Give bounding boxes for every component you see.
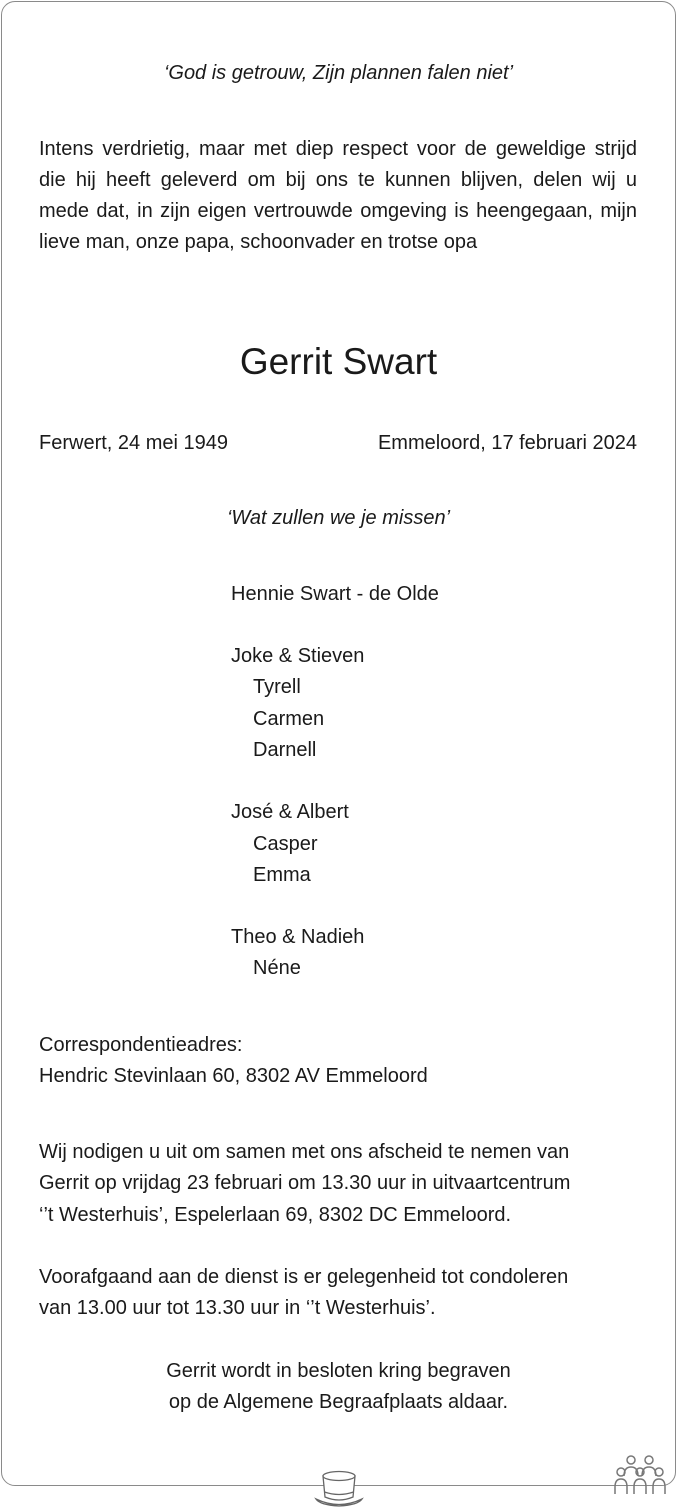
condolence-line: Voorafgaand aan de dienst is er gelegenheid tot condoleren [39, 1266, 569, 1288]
correspondence-address: Hendric Stevinlaan 60, 8302 AV Emmeloord [39, 1065, 428, 1087]
family-child: Néne [253, 957, 301, 979]
condolence-line: van 13.00 uur tot 13.30 uur in ‘’t Westerhuis’. [39, 1297, 436, 1319]
family-child: Tyrell [253, 676, 301, 698]
family-child: Darnell [253, 739, 317, 761]
correspondence-label: Correspondentieadres: [39, 1034, 243, 1056]
death-place-date: Emmeloord, 17 februari 2024 [377, 432, 637, 454]
people-icon [614, 1454, 666, 1496]
burial-line: Gerrit wordt in besloten kring begraven [166, 1360, 511, 1382]
opening-quote: ‘God is getrouw, Zijn plannen falen niet’ [163, 62, 514, 84]
hat-icon [312, 1466, 366, 1508]
intro-paragraph: Intens verdrietig, maar met diep respect voor de geweldige strijd die hij heeft geleverd om bij ons te kunnen blijven, delen wij u mede dat, in zijn eigen vertrouwde omgeving is heengegaan, mijn lieve man, onze papa, schoonvader en trotse opa [39, 138, 637, 253]
invite-line: ‘’t Westerhuis’, Espelerlaan 69, 8302 DC Emmeloord. [39, 1204, 512, 1226]
family-child: Carmen [253, 708, 325, 730]
family-child: Casper [253, 833, 318, 855]
family-parents-3: Theo & Nadieh [231, 926, 365, 948]
birth-place-date: Ferwert, 24 mei 1949 [39, 432, 228, 454]
invite-line: Wij nodigen u uit om samen met ons afscheid te nemen van [39, 1141, 570, 1163]
family-parents-1: Joke & Stieven [231, 645, 365, 667]
family-child: Emma [253, 864, 311, 886]
family-parents-2: José & Albert [231, 801, 349, 823]
deceased-name: Gerrit Swart [239, 341, 438, 382]
invite-line: Gerrit op vrijdag 23 februari om 13.30 uur in uitvaartcentrum [39, 1172, 571, 1194]
closing-quote: ‘Wat zullen we je missen’ [226, 507, 451, 529]
family-wife: Hennie Swart - de Olde [231, 583, 439, 605]
burial-line: op de Algemene Begraafplaats aldaar. [168, 1391, 509, 1413]
